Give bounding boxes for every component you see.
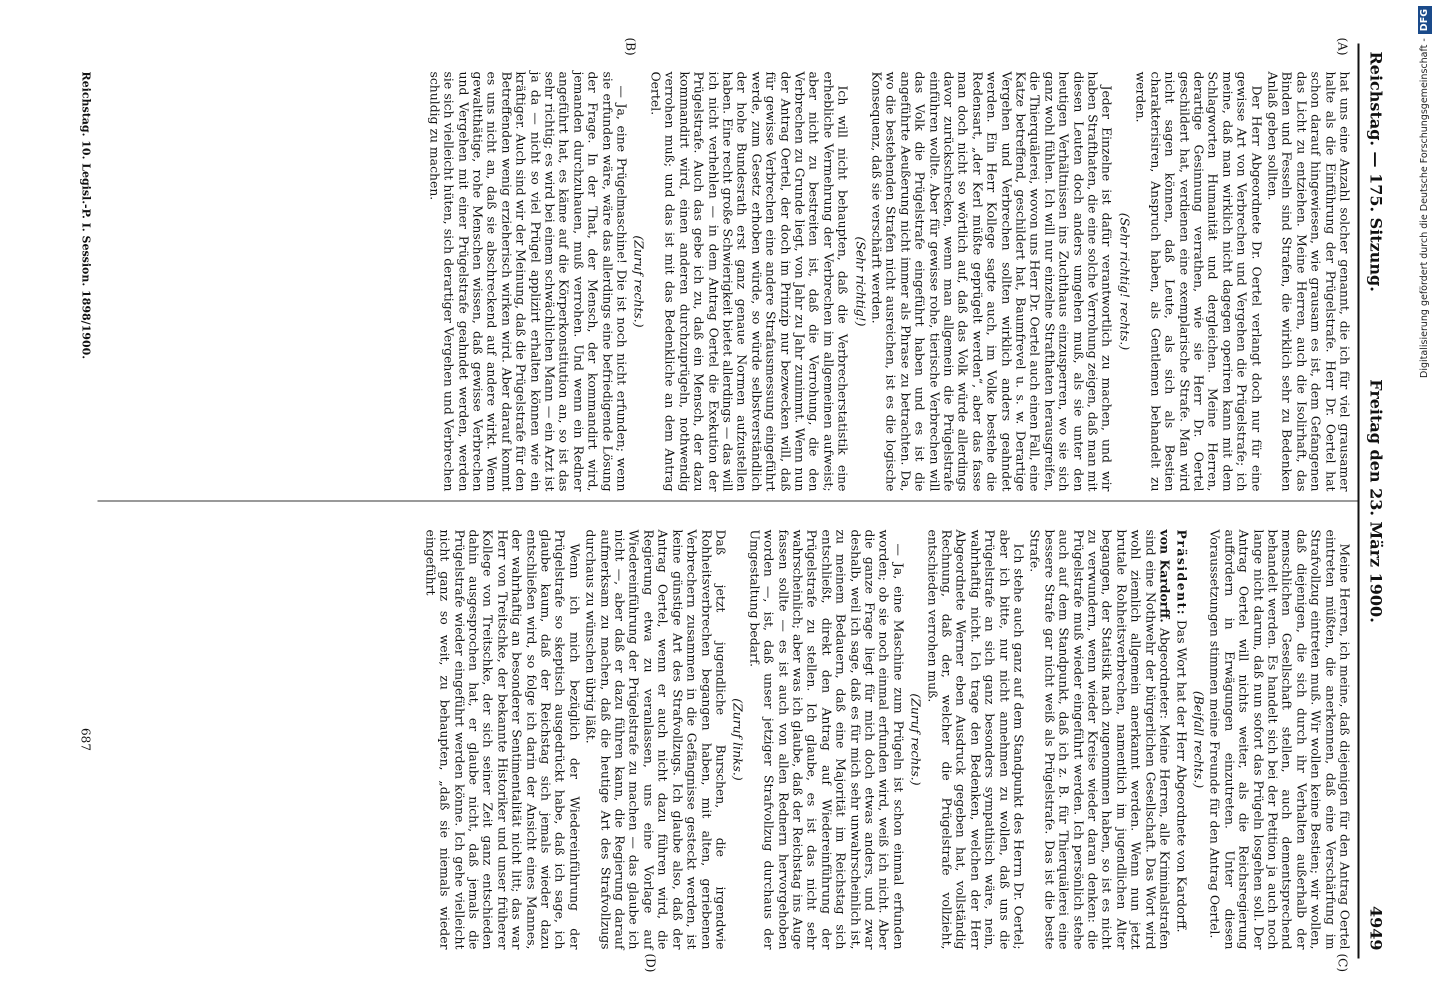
- paragraph: Das Wort hat der Herr Abgeordnete von Kardorff.: [1173, 619, 1189, 933]
- header-page-number: 4949: [1366, 905, 1385, 950]
- paragraph: hat uns eine Anzahl solcher genannt, die ich für viel grausamer halte als die Einführung der Prügelstrafe. Herr Dr. Oertel hat schon darauf hingewiesen, wie grausam es ist, dem Gefangenen das Licht zu entziehen. Meine Herren, auch die Isolirhaft, das Binden und Fesseln sind Strafen, die wirklich sehr zu Bedenken Anlaß geben sollten.: [1264, 71, 1352, 491]
- paragraph: Ich will nicht behaupten, daß die Verbrecherstatistik eine erhebliche Vermehrung der Verbrechen im allgemeinen aufweist; aber nicht zu bestreiten ist, daß die Verrohung, die den Verbrechen zu Grunde liegt, von Jahr zu Jahr zunimmt. Wenn nun der Antrag Oertel, der doch im Prinzip nur bezwecken will, daß für gewisse Verbrechen eine andere Strafausmessung eingeführt werde, zum Gesetz erhoben würde, so würde selbstverständlich der hohe Bundesrath erst ganz genaue Normen aufzustellen haben. Eine recht große Schwierigkeit bietet allerdings — das will ich nicht verhehlen — in dem Antrag Oertel die Exekution der Prügelstrafe. Auch das gebe ich zu, daß ein Mensch, der dazu kommandirt wird, einen anderen durchzuprügeln, nothwendig verrohen muß; und das ist mit das Bedenkliche an dem Antrag Oertel.: [647, 71, 851, 491]
- interjection: (Sehr richtig!): [852, 236, 868, 326]
- paragraph: Jeder Einzelne ist dafür verantwortlich zu machen, und wir haben Strafthaten, die eine solche Verrohung zeigen, daß man mit diesen Leuten doch anders umgehen muß, als sie unter den heutigen Verhältnissen ins Zuchthaus einzusperren, wo sie sich ganz wohl fühlen. Ich will nur einzelne Strafthaten herausgreifen, die Thierquälerei, wovon uns Herr Dr. Oertel auch einen Fall, eine Katze betreffend, geschildert hat, Baumfrevel u. s. w. Derartige Vergehen und Verbrechen sollten wirklich anders geahndet werden. Ein Herr Kollege sagte auch, im Volke bestehe die Redensart, „der Kerl müßte geprügelt werden“, aber das fasse man doch nicht so wörtlich auf, daß das Volk würde allerdings davor zurückschrecken, wenn man allgemein die Prügelstrafe einführen wollte. Aber für gewisse rohe, tierische Verbrechen will das Volk die Prügelstrafe eingeführt haben und es ist die angeführte Aeußerung nicht immer als Phrase zu betrachten. Da, wo die bestehenden Strafen nicht ausreichen, ist es die logische Konsequenz, daß sie verschärft werden.: [869, 71, 1115, 491]
- rotated-scan: [37, 23, 1397, 978]
- header-session: Reichstag. — 175. Sitzung.: [1366, 51, 1385, 292]
- margin-marker-d: (D): [643, 953, 657, 972]
- paragraph: Der Herr Abgeordnete Dr. Oertel verlangt doch nur für eine gewisse Art von Verbrechen und Vergehen die Prügelstrafe; ich meine, daß man wirklich nicht dagegen operiren kann mit dem Schlagworten Humanität und dergleichen. Meine Herren, derartige Gesinnung verrathen, wie sie Herr Dr. Oertel geschildert hat, verdienen eine exemplarische Strafe. Man wird nicht sagen können, daß Leute, als sich als Bestien charakterisiren, Anspruch haben, als Gentlemen behandelt zu werden.: [1133, 71, 1264, 491]
- speaker-name: von Kardorff.: [1157, 529, 1173, 623]
- paragraph: — Ja, eine Prügelmaschine! Die ist noch nicht erfunden; wenn sie erfunden wäre, wäre das allerdings eine befriedigende Lösung der Frage. In der That, der Mensch, der kommandirt wird, jemanden durchzuhauen, muß verrohen. Und wenn ein Redner angeführt hat, es käme auf die Körperkonstitution an, so ist das sehr richtig; es wird bei einem schwächlichen Mann — ein Arzt ist ja da — nicht so viel Prügel applizirt erhalten können wie ein kräftiger. Auch sind wir der Meinung, daß die Prügelstrafe für den Betreffenden wenig erzieherisch wirken wird. Aber darauf kommt es uns nicht an, daß sie abschreckend auf andere wirkt. Wenn gewaltthätige, rohe Menschen wissen, daß gewisse Verbrechen und Vergehen mit einer Prügelstrafe geahndet werden, werden sie sich vielleicht hüten, sich derartiger Vergehen und Verbrechen schuldig zu machen.: [426, 71, 630, 491]
- right-column: [420, 529, 1351, 949]
- header-date: Freitag den 23. März 1900.: [1366, 378, 1385, 623]
- interjection: (Zuruf rechts.): [631, 234, 647, 328]
- interjection: (Sehr richtig! rechts.): [1116, 212, 1132, 350]
- paragraph: Wenn ich mich bezüglich der Wiedereinführung der Prügelstrafe so skeptisch ausgedrückt habe, daß ich sage, ich glaube kaum, daß der Reichstag sich jemals wieder dazu entschließen wird, so folge ich darin der Ansicht eines Mannes, der wahrhaftig an besonderer Sentimentalität nicht litt; das war Herr von Treitschke, der bekannte Historiker und unser früherer Kollege von Treitschke, der sich seiner Zeit ganz entschieden dahin ausgesprochen hat, er glaube nicht, daß jemals die Prügelstrafe wieder eingeführt werden könne. Ich gehe vielleicht nicht ganz so weit, zu behaupten, „daß sie niemals wieder eingeführt: [422, 529, 582, 949]
- paragraph: — Ja, eine Maschine zum Prügeln ist schon einmal erfunden worden; ob sie noch einmal erfunden wird, weiß ich nicht. Aber die ganze Frage liegt für mich doch etwas anders, und zwar deshalb, weil ich sage, daß es für mich sehr unwahrscheinlich ist, zu meinem Bedauern, daß eine Majorität im Reichstag sich entschließt, direkt den Antrag auf Wiedereinführung der Prügelstrafe zu stellen. Ich glaube, es ist das nicht sehr wahrscheinlich; aber was ich glaube, daß der Reichstag ins Auge fassen sollte — es ist auch von allen Rednern hervorgehoben worden —, ist, daß unser jetziger Strafvollzug durchaus der Umgestaltung bedarf.: [746, 529, 906, 949]
- interjection: (Zuruf rechts.): [908, 692, 924, 786]
- paragraph: Ich stehe auch ganz auf dem Standpunkt des Herrn Dr. Oertel; aber ich bitte, nur nicht annehmen zu wollen, daß uns die Prügelstrafe an sich ganz besonders sympathisch wäre, nein, wahrhaftig nicht. Ich trage den Bedenken, welchen der Herr Abgeordnete Werner eben Ausdruck gegeben hat, vollständig Rechnung, daß der, welcher die Prügelstrafe vollzieht, entschieden verrohen muß.: [924, 529, 1027, 949]
- president-remark: [1173, 529, 1187, 949]
- dfg-logo-icon: DFG: [1418, 6, 1432, 34]
- interjection: (Zuruf links.): [730, 697, 746, 781]
- margin-marker-a: (A): [1335, 37, 1349, 56]
- margin-marker-b: (B): [623, 37, 637, 56]
- column-divider: [97, 500, 1357, 501]
- footer-sheet-number: 687: [78, 727, 92, 751]
- scanned-page: [37, 23, 1397, 978]
- interjection: (Beifall rechts.): [1190, 690, 1206, 788]
- left-column: [424, 71, 1351, 491]
- digitization-credit: [1418, 6, 1432, 994]
- page-header: [1361, 51, 1391, 950]
- paragraph: Abgeordneter: Meine Herren, alle Kriminalstrafen sind eine Nothwehr der bürgerlichen Gesellschaft. Das Wort wird wohl ziemlich allgemein anerkannt werden. Wenn nun jetzt brutale Rohheitsverbrechen, namentlich im jugendlichen Alter begangen, der Statistik nach zugenommen haben, so ist es nicht zu verwundern, wenn wieder Kreise wieder daran denken: die Prügelstrafe muß wieder eingeführt werden. Ich persönlich stehe auch auf dem Standpunkt, daß ich z. B. für Thierquälerei eine bessere Strafe gar nicht weiß als Prügelstrafe. Das ist die beste Strafe.: [1027, 529, 1173, 949]
- credit-text: Digitalisierung gefördert durch die Deutsche Forschungsgemeinschaft -: [1419, 38, 1430, 378]
- paragraph: Daß jetzt jugendliche Burschen, die irgendwie Rohheitsverbrechen begangen haben, mit alten, geriebenen Verbrechern zusammen in die Gefängnisse gesteckt werden, ist keine günstige Art des Strafvollzugs. Ich glaube also, daß der Antrag Oertel, wenn er auch nicht dazu führen wird, die Regierung etwa zu veranlassen, uns eine Vorlage auf Wiedereinführung der Prügelstrafe zu machen — das glaube ich nicht —, aber daß er dazu führen kann, die Regierung darauf aufmerksam zu machen, daß die heutige Art des Strafvollzugs durchaus zu wünschen übrig läßt.: [583, 529, 728, 949]
- speaker-president: Präsident:: [1173, 529, 1189, 616]
- footer-volume: Reichstag. 10. Legisl.-P. I. Session. 1898/1900.: [79, 71, 92, 359]
- paragraph: Meine Herren, ich meine, daß diejenigen für den Antrag Oertel eintreten müßten, die anerkennen, daß eine Verschärfung im Strafvollzug eintreten muß. Wir wollen keine Bestien; wir wollen, daß diejenigen, die sich durch ihr Verhalten außerhalb der menschlichen Gesellschaft stellen, auch dementsprechend behandelt werden. Es handelt sich bei der Petition ja auch noch lange nicht darum, daß nun sofort das Prügeln losgehen soll. Der Antrag Oertel will nichts weiter, als die Reichsregierung auffordern in Erwägungen einzutreten. Unter diesen Voraussetzungen stimmen meine Freunde für den Antrag Oertel.: [1207, 529, 1352, 949]
- margin-marker-c: (C): [1335, 953, 1349, 972]
- speech-kardorff: [1027, 529, 1171, 949]
